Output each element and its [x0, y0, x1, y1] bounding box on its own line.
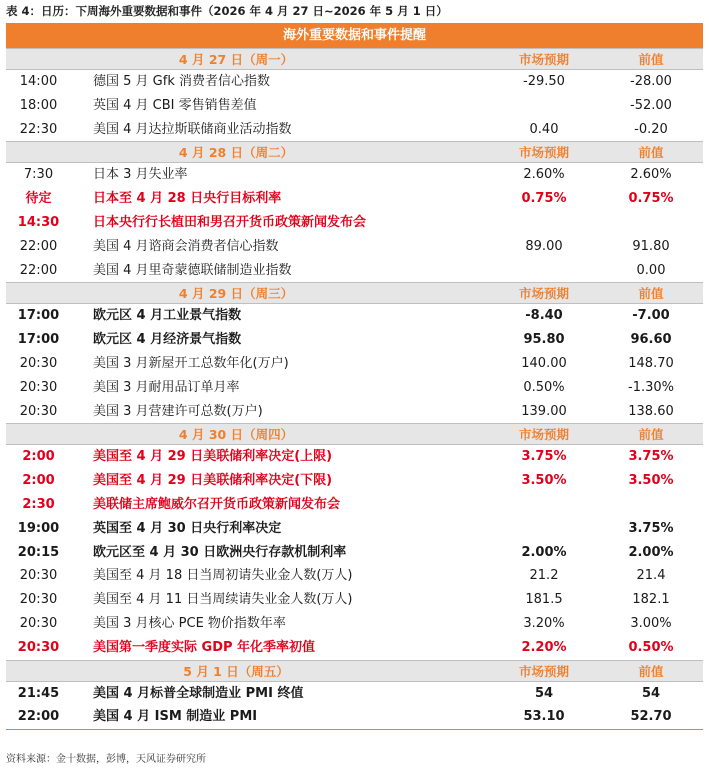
event-cell: 美国至 4 月 11 日当周续请失业金人数(万人) [93, 592, 353, 608]
time-cell: 2:30 [22, 496, 55, 512]
event-cell: 英国至 4 月 30 日央行利率决定 [93, 520, 282, 536]
time-cell: 17:00 [17, 332, 60, 348]
previous-cell: 21.4 [636, 568, 666, 584]
table-row [6, 612, 703, 636]
expected-cell: 140.00 [521, 355, 567, 371]
table-row [6, 211, 703, 235]
expected-cell: 2.60% [523, 167, 565, 183]
table-row [6, 70, 703, 94]
time-cell: 20:30 [19, 568, 58, 584]
time-cell: 待定 [25, 191, 52, 207]
table-row [6, 94, 703, 118]
expected-cell: 3.20% [523, 615, 565, 631]
previous-cell: 54 [641, 685, 661, 701]
previous-cell: -7.00 [632, 308, 670, 324]
previous-cell: 91.80 [632, 238, 670, 254]
time-cell: 20:30 [19, 615, 58, 631]
day-header [6, 141, 703, 163]
time-cell: 2:00 [22, 473, 55, 489]
expected-cell: -8.40 [525, 308, 563, 324]
expected-column-header: 市场预期 [518, 427, 569, 443]
previous-cell: -1.30% [628, 379, 674, 395]
previous-cell: 148.70 [628, 355, 674, 371]
expected-cell: 0.75% [521, 191, 567, 207]
previous-cell: 52.70 [630, 709, 672, 725]
previous-cell: 138.60 [628, 403, 674, 419]
previous-cell: 2.60% [630, 167, 672, 183]
day-header [6, 660, 703, 682]
time-cell: 2:00 [22, 449, 55, 465]
expected-column-header: 市场预期 [518, 286, 569, 302]
previous-cell: -0.20 [634, 121, 668, 137]
expected-cell: 53.10 [523, 709, 565, 725]
previous-column-header: 前值 [638, 427, 664, 443]
event-cell: 美国 3 月耐用品订单月率 [93, 379, 240, 395]
event-cell: 美联储主席鲍威尔召开货币政策新闻发布会 [93, 496, 341, 512]
table-row [6, 163, 703, 187]
time-cell: 21:45 [17, 685, 60, 701]
table-row [6, 235, 703, 259]
time-cell: 14:30 [17, 214, 60, 230]
event-cell: 英国 4 月 CBI 零售销售差值 [93, 97, 257, 113]
table-row [6, 682, 703, 706]
table-row [6, 636, 703, 660]
time-cell: 20:30 [17, 639, 60, 655]
day-header [6, 282, 703, 304]
expected-cell: 89.00 [525, 238, 563, 254]
table-row [6, 304, 703, 328]
previous-cell: 0.00 [636, 262, 666, 278]
expected-cell: -29.50 [523, 74, 565, 89]
table-row [6, 445, 703, 469]
event-cell: 美国 4 月标普全球制造业 PMI 终值 [93, 685, 304, 701]
expected-column-header: 市场预期 [518, 145, 569, 161]
previous-cell: 0.75% [628, 191, 674, 207]
table-row [6, 493, 703, 517]
expected-cell: 0.40 [529, 121, 559, 137]
time-cell: 22:00 [19, 262, 58, 278]
expected-column-header: 市场预期 [518, 52, 569, 67]
time-cell: 20:30 [19, 379, 58, 395]
calendar-table [6, 23, 703, 730]
day-title: 4 月 28 日（周二） [178, 145, 294, 161]
previous-column-header: 前值 [638, 52, 664, 67]
event-cell: 美国 3 月核心 PCE 物价指数年率 [93, 615, 286, 631]
day-title: 4 月 27 日（周一） [178, 52, 294, 67]
table-row [6, 517, 703, 541]
event-cell: 欧元区 4 月经济景气指数 [93, 332, 242, 348]
table-row [6, 564, 703, 588]
expected-cell: 3.50% [521, 473, 567, 489]
table-row [6, 187, 703, 211]
expected-cell: 21.2 [529, 568, 559, 584]
previous-column-header: 前值 [638, 286, 664, 302]
event-cell: 日本 3 月失业率 [93, 167, 188, 183]
expected-cell: 0.50% [523, 379, 565, 395]
expected-cell: 3.75% [521, 449, 567, 465]
expected-cell: 95.80 [523, 332, 565, 348]
table-row [6, 259, 703, 283]
event-cell: 美国 3 月新屋开工总数年化(万户) [93, 355, 289, 371]
time-cell: 22:00 [19, 238, 58, 254]
expected-cell: 2.20% [521, 639, 567, 655]
previous-column-header: 前值 [638, 145, 664, 161]
event-cell: 美国 4 月达拉斯联储商业活动指数 [93, 121, 292, 137]
time-cell: 14:00 [19, 74, 58, 89]
table-title: 海外重要数据和事件提醒 [6, 23, 703, 48]
event-cell: 美国至 4 月 29 日美联储利率决定(上限) [93, 449, 333, 465]
expected-cell: 139.00 [521, 403, 567, 419]
table-row [6, 328, 703, 352]
days-container [6, 48, 703, 729]
previous-cell: 96.60 [630, 332, 672, 348]
table-row [6, 352, 703, 376]
previous-cell: 2.00% [628, 544, 674, 560]
time-cell: 7:30 [23, 167, 54, 183]
table-row [6, 118, 703, 142]
time-cell: 20:15 [17, 544, 60, 560]
previous-cell: 3.75% [628, 520, 674, 536]
table-row [6, 705, 703, 729]
previous-cell: 3.00% [630, 615, 672, 631]
previous-cell: 3.75% [628, 449, 674, 465]
expected-column-header: 市场预期 [518, 663, 569, 679]
previous-cell: -52.00 [630, 97, 672, 113]
table-row [6, 541, 703, 565]
expected-cell: 181.5 [525, 592, 563, 608]
event-cell: 德国 5 月 Gfk 消费者信心指数 [93, 74, 270, 89]
day-title: 4 月 30 日（周四） [178, 427, 294, 443]
day-header [6, 48, 703, 70]
previous-cell: 182.1 [632, 592, 670, 608]
expected-cell: 54 [534, 685, 554, 701]
time-cell: 20:30 [19, 355, 58, 371]
time-cell: 17:00 [17, 308, 60, 324]
time-cell: 18:00 [19, 97, 58, 113]
day-header [6, 423, 703, 445]
previous-column-header: 前值 [638, 663, 664, 679]
table-row [6, 376, 703, 400]
time-cell: 19:00 [17, 520, 60, 536]
event-cell: 日本至 4 月 28 日央行目标利率 [93, 191, 282, 207]
time-cell: 22:00 [17, 709, 60, 725]
previous-cell: 3.50% [628, 473, 674, 489]
event-cell: 欧元区 4 月工业景气指数 [93, 308, 242, 324]
event-cell: 美国至 4 月 29 日美联储利率决定(下限) [93, 473, 333, 489]
table-row [6, 400, 703, 424]
event-cell: 美国第一季度实际 GDP 年化季率初值 [93, 639, 316, 655]
time-cell: 20:30 [19, 592, 58, 608]
event-cell: 美国 4 月里奇蒙德联储制造业指数 [93, 262, 292, 278]
table-caption: 表 4：日历：下周海外重要数据和事件（2026 年 4 月 27 日~2026 年 5 月 1 日） [6, 4, 448, 18]
event-cell: 美国 4 月 ISM 制造业 PMI [93, 709, 258, 725]
previous-cell: 0.50% [628, 639, 674, 655]
source-note: 资料来源：金十数据，彭博，天风证券研究所 [6, 754, 206, 765]
event-cell: 美国 4 月谘商会消费者信心指数 [93, 238, 279, 254]
expected-cell: 2.00% [521, 544, 567, 560]
time-cell: 20:30 [19, 403, 58, 419]
event-cell: 日本央行行长植田和男召开货币政策新闻发布会 [93, 214, 367, 230]
day-title: 4 月 29 日（周三） [178, 286, 294, 302]
bottom-rule [6, 729, 703, 730]
table-row [6, 588, 703, 612]
previous-cell: -28.00 [630, 74, 672, 89]
event-cell: 美国至 4 月 18 日当周初请失业金人数(万人) [93, 568, 353, 584]
table-row [6, 469, 703, 493]
event-cell: 美国 3 月营建许可总数(万户) [93, 403, 263, 419]
event-cell: 欧元区至 4 月 30 日欧洲央行存款机制利率 [93, 544, 347, 560]
time-cell: 22:30 [19, 121, 58, 137]
day-title: 5 月 1 日（周五） [183, 663, 289, 679]
